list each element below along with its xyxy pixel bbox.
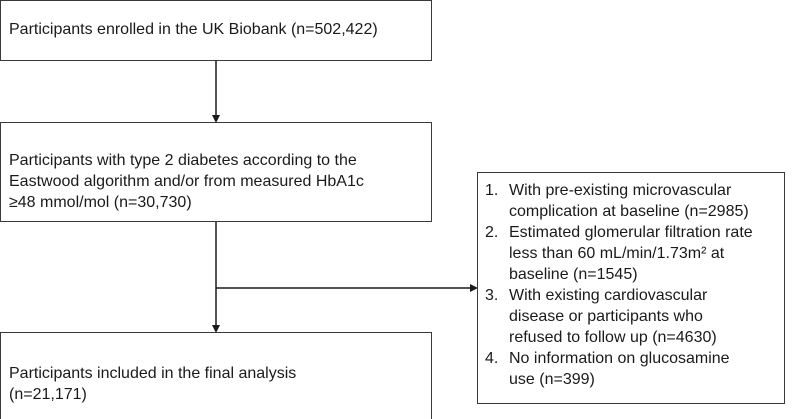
- final-line: Participants included in the final analysis: [9, 365, 297, 382]
- exclusion-number: 1.: [485, 182, 499, 199]
- exclusion-text: [509, 348, 778, 390]
- exclusion-line: refused to follow up (n=4630): [509, 329, 717, 346]
- t2d-line: Participants with type 2 diabetes according to the: [9, 152, 357, 169]
- exclusion-text: [509, 285, 778, 348]
- exclusion-item: [485, 348, 778, 390]
- final-analysis-box: [0, 332, 432, 419]
- exclusion-item: [485, 222, 778, 285]
- exclusion-line: With existing cardiovascular: [509, 287, 708, 304]
- exclusion-line: With pre-existing microvascular: [509, 182, 732, 199]
- exclusion-line: baseline (n=1545): [509, 266, 638, 283]
- exclusion-text: [509, 180, 778, 222]
- exclusion-criteria-box: [477, 172, 785, 404]
- exclusion-line: disease or participants who: [509, 308, 703, 325]
- exclusion-item: [485, 180, 778, 222]
- exclusion-item: [485, 285, 778, 348]
- final-line: (n=21,171): [9, 386, 87, 403]
- exclusion-text: [509, 222, 778, 285]
- exclusion-number: 2.: [485, 224, 499, 241]
- exclusion-list: [485, 180, 778, 390]
- exclusion-number: 4.: [485, 350, 499, 367]
- enrolled-text: Participants enrolled in the UK Biobank (n=502,422): [9, 21, 378, 38]
- exclusion-line: use (n=399): [509, 371, 595, 388]
- exclusion-line: No information on glucosamine: [509, 350, 730, 367]
- exclusion-line: complication at baseline (n=2985): [509, 203, 749, 220]
- type2-diabetes-box: [0, 122, 432, 222]
- exclusion-line: less than 60 mL/min/1.73m² at: [509, 245, 725, 262]
- exclusion-number: 3.: [485, 287, 499, 304]
- exclusion-line: Estimated glomerular filtration rate: [509, 224, 753, 241]
- enrolled-box: [0, 0, 432, 61]
- t2d-line: Eastwood algorithm and/or from measured HbA1c: [9, 173, 364, 190]
- t2d-line: ≥48 mmol/mol (n=30,730): [9, 194, 192, 211]
